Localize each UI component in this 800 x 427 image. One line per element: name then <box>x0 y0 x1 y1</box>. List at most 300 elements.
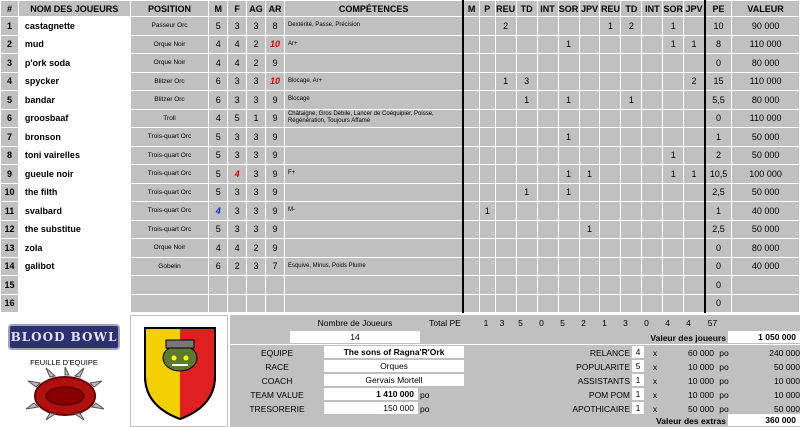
cell-jpv <box>579 202 600 221</box>
stat-ag: 3 <box>247 202 266 221</box>
cell-m2 <box>463 17 479 36</box>
cell-int2 <box>642 165 663 184</box>
extra-label: RELANCE <box>589 348 630 358</box>
cell-int <box>537 202 558 221</box>
equipe-label: EQUIPE <box>260 348 294 358</box>
player-number: 4 <box>1 72 19 91</box>
cell-int2 <box>642 276 663 295</box>
cell-p <box>479 72 495 91</box>
cell-td <box>516 35 537 54</box>
stat-f: 3 <box>228 146 247 165</box>
cell-reu <box>495 128 516 147</box>
extra-label: POPULARITE <box>576 362 630 372</box>
player-name: zola <box>18 239 130 258</box>
stat-ag: 3 <box>247 72 266 91</box>
stat-ag: 3 <box>247 220 266 239</box>
cell-td <box>516 220 537 239</box>
player-pe: 2 <box>705 146 732 165</box>
player-name: galibot <box>18 257 130 276</box>
player-number: 1 <box>1 17 19 36</box>
cell-sor <box>558 276 579 295</box>
equipe-value: The sons of Ragna'R'Ork <box>324 346 464 358</box>
cell-td2 <box>621 294 642 313</box>
player-row <box>1 294 800 313</box>
cell-td2 <box>621 54 642 73</box>
cell-td2 <box>621 109 642 128</box>
player-skills <box>284 239 463 258</box>
cell-sor <box>558 257 579 276</box>
total-value: 5 <box>560 318 565 328</box>
cell-reu2 <box>600 294 621 313</box>
total-value: 0 <box>644 318 649 328</box>
column-header: NOM DES JOUEURS <box>18 1 130 17</box>
extra-total: 10 000 <box>774 390 800 400</box>
extra-qty: 4 <box>632 346 644 358</box>
stat-ar: 9 <box>266 202 285 221</box>
stat-m: 4 <box>209 202 228 221</box>
cell-int2 <box>642 146 663 165</box>
stat-ar <box>266 294 285 313</box>
cell-int2 <box>642 109 663 128</box>
player-row <box>1 276 800 295</box>
cell-int <box>537 220 558 239</box>
cell-jpv2 <box>684 220 705 239</box>
cell-int <box>537 35 558 54</box>
column-header: F <box>228 1 247 17</box>
player-number: 6 <box>1 109 19 128</box>
player-position: Gobelin <box>130 257 209 276</box>
cell-m2 <box>463 72 479 91</box>
player-name: groosbaaf <box>18 109 130 128</box>
cell-td <box>516 165 537 184</box>
cell-p <box>479 54 495 73</box>
player-pe: 1 <box>705 202 732 221</box>
stat-f: 3 <box>228 202 247 221</box>
player-name: spycker <box>18 72 130 91</box>
player-name: svalbard <box>18 202 130 221</box>
player-value: 110 000 <box>732 72 800 91</box>
cell-td <box>516 239 537 258</box>
cell-int <box>537 72 558 91</box>
cell-td: 3 <box>516 72 537 91</box>
cell-sor: 1 <box>558 165 579 184</box>
stat-f: 4 <box>228 35 247 54</box>
player-row <box>1 17 800 36</box>
cell-reu <box>495 54 516 73</box>
player-position <box>130 276 209 295</box>
cell-jpv <box>579 146 600 165</box>
cell-sor2: 1 <box>663 35 684 54</box>
player-skills: F+ <box>284 165 463 184</box>
cell-int2 <box>642 220 663 239</box>
column-header: REU <box>600 1 621 17</box>
cell-jpv2: 2 <box>684 72 705 91</box>
player-name <box>18 294 130 313</box>
player-skills: Esquive, Minus, Poids Plume <box>284 257 463 276</box>
tresorerie-label: TRESORERIE <box>249 404 305 414</box>
player-skills <box>284 220 463 239</box>
cell-reu <box>495 202 516 221</box>
stat-f <box>228 276 247 295</box>
cell-m2 <box>463 128 479 147</box>
extra-price: 60 000 <box>688 348 714 358</box>
player-number: 7 <box>1 128 19 147</box>
stat-f: 3 <box>228 91 247 110</box>
player-name: bronson <box>18 128 130 147</box>
stat-ag: 3 <box>247 146 266 165</box>
cell-reu2 <box>600 239 621 258</box>
extra-x: x <box>652 390 658 400</box>
column-header: POSITION <box>130 1 209 17</box>
stat-f: 4 <box>228 239 247 258</box>
stat-ar: 9 <box>266 109 285 128</box>
player-position: Troll <box>130 109 209 128</box>
cell-sor2 <box>663 109 684 128</box>
stat-ag: 3 <box>247 257 266 276</box>
cell-jpv <box>579 183 600 202</box>
stat-ag: 3 <box>247 165 266 184</box>
player-row <box>1 91 800 110</box>
stat-f: 5 <box>228 109 247 128</box>
cell-int <box>537 128 558 147</box>
header-row <box>1 1 800 17</box>
cell-m2 <box>463 202 479 221</box>
cell-jpv2 <box>684 91 705 110</box>
player-row <box>1 202 800 221</box>
cell-sor <box>558 239 579 258</box>
cell-reu <box>495 183 516 202</box>
cell-reu2 <box>600 257 621 276</box>
stat-ar: 9 <box>266 91 285 110</box>
cell-jpv2 <box>684 17 705 36</box>
cell-m2 <box>463 165 479 184</box>
cell-sor <box>558 220 579 239</box>
column-header: M <box>209 1 228 17</box>
cell-int <box>537 276 558 295</box>
cell-sor <box>558 146 579 165</box>
team-value-label: TEAM VALUE <box>250 390 304 400</box>
stat-f: 3 <box>228 128 247 147</box>
cell-jpv: 1 <box>579 220 600 239</box>
extra-x: x <box>652 348 658 358</box>
stat-ar: 9 <box>266 146 285 165</box>
player-pe: 2,5 <box>705 183 732 202</box>
coach-value: Gervais Mortell <box>324 374 464 386</box>
cell-reu: 2 <box>495 17 516 36</box>
player-pe: 15 <box>705 72 732 91</box>
column-header: VALEUR <box>732 1 800 17</box>
cell-reu <box>495 220 516 239</box>
cell-sor2 <box>663 91 684 110</box>
column-header: SOR <box>663 1 684 17</box>
player-pe: 0 <box>705 276 732 295</box>
stat-ar <box>266 276 285 295</box>
cell-reu2 <box>600 183 621 202</box>
cell-td2: 1 <box>621 91 642 110</box>
player-number: 9 <box>1 165 19 184</box>
cell-td: 1 <box>516 91 537 110</box>
cell-m2 <box>463 35 479 54</box>
player-skills <box>284 54 463 73</box>
cell-jpv <box>579 109 600 128</box>
logo-panel <box>0 315 128 427</box>
player-pe: 0 <box>705 109 732 128</box>
player-row <box>1 128 800 147</box>
cell-p <box>479 91 495 110</box>
feuille-equipe-label: FEUILLE D'EQUIPE <box>30 358 98 367</box>
cell-int2 <box>642 72 663 91</box>
stat-ar: 9 <box>266 220 285 239</box>
player-value: 50 000 <box>732 220 800 239</box>
valeur-extras-label: Valeur des extras <box>656 416 726 426</box>
cell-m2 <box>463 276 479 295</box>
cell-p <box>479 239 495 258</box>
cell-reu2 <box>600 35 621 54</box>
column-header: PE <box>705 1 732 17</box>
extra-label: POM POM <box>588 390 630 400</box>
cell-reu <box>495 146 516 165</box>
cell-sor2 <box>663 54 684 73</box>
cell-int2 <box>642 91 663 110</box>
extra-unit: po <box>719 404 729 414</box>
cell-jpv <box>579 91 600 110</box>
player-pe: 0 <box>705 239 732 258</box>
player-skills <box>284 146 463 165</box>
player-position: Trois-quart Orc <box>130 146 209 165</box>
cell-td <box>516 146 537 165</box>
player-pe: 8 <box>705 35 732 54</box>
cell-sor2 <box>663 276 684 295</box>
cell-jpv <box>579 294 600 313</box>
player-position: Orque Noir <box>130 54 209 73</box>
extra-total: 50 000 <box>774 362 800 372</box>
cell-int <box>537 109 558 128</box>
stat-m: 5 <box>209 17 228 36</box>
player-row <box>1 35 800 54</box>
cell-td2 <box>621 220 642 239</box>
cell-td <box>516 276 537 295</box>
extra-label: APOTHICAIRE <box>572 404 630 414</box>
tresorerie-unit: po <box>420 404 430 414</box>
cell-int <box>537 165 558 184</box>
column-header: P <box>479 1 495 17</box>
cell-td2 <box>621 146 642 165</box>
player-value: 100 000 <box>732 165 800 184</box>
stat-f: 3 <box>228 72 247 91</box>
cell-td <box>516 257 537 276</box>
player-pe: 5,5 <box>705 91 732 110</box>
stat-f: 3 <box>228 220 247 239</box>
stat-ar: 9 <box>266 239 285 258</box>
stat-ag: 3 <box>247 91 266 110</box>
cell-sor <box>558 202 579 221</box>
player-value: 80 000 <box>732 54 800 73</box>
player-value: 90 000 <box>732 17 800 36</box>
cell-int2 <box>642 294 663 313</box>
player-position: Trois-quart Orc <box>130 128 209 147</box>
cell-int <box>537 239 558 258</box>
valeur-extras-value: 360 000 <box>728 414 800 426</box>
cell-int2 <box>642 17 663 36</box>
cell-sor2: 1 <box>663 146 684 165</box>
stat-f: 3 <box>228 183 247 202</box>
player-name: toni vairelles <box>18 146 130 165</box>
stat-ar: 9 <box>266 128 285 147</box>
cell-td <box>516 202 537 221</box>
player-skills: Ar+ <box>284 35 463 54</box>
stat-f: 4 <box>228 54 247 73</box>
player-name: mud <box>18 35 130 54</box>
extra-qty: 1 <box>632 388 644 400</box>
extra-price: 10 000 <box>688 390 714 400</box>
cell-td2 <box>621 257 642 276</box>
cell-reu2 <box>600 109 621 128</box>
player-name: the substitue <box>18 220 130 239</box>
player-name: bandar <box>18 91 130 110</box>
cell-reu2 <box>600 276 621 295</box>
coach-label: COACH <box>261 376 293 386</box>
column-header: JPV <box>684 1 705 17</box>
spiked-ball-icon <box>26 367 104 421</box>
team-value-unit: po <box>420 390 430 400</box>
cell-sor <box>558 294 579 313</box>
cell-p <box>479 35 495 54</box>
player-value: 80 000 <box>732 91 800 110</box>
cell-reu2 <box>600 220 621 239</box>
column-header: # <box>1 1 19 17</box>
tresorerie-value: 150 000 <box>324 402 418 414</box>
stat-ag: 3 <box>247 128 266 147</box>
player-value: 40 000 <box>732 257 800 276</box>
cell-reu <box>495 294 516 313</box>
extra-price: 10 000 <box>688 362 714 372</box>
team-value-value: 1 410 000 <box>324 388 418 400</box>
cell-p <box>479 109 495 128</box>
player-number: 11 <box>1 202 19 221</box>
cell-jpv2 <box>684 128 705 147</box>
column-header: JPV <box>579 1 600 17</box>
cell-sor2 <box>663 128 684 147</box>
stat-m: 6 <box>209 72 228 91</box>
cell-p <box>479 257 495 276</box>
total-value: 57 <box>707 318 718 328</box>
extra-total: 50 000 <box>774 404 800 414</box>
player-position: Passeur Orc <box>130 17 209 36</box>
cell-reu <box>495 165 516 184</box>
stat-ag: 3 <box>247 183 266 202</box>
stat-ag <box>247 294 266 313</box>
cell-td2: 2 <box>621 17 642 36</box>
stat-m: 6 <box>209 91 228 110</box>
cell-td2 <box>621 202 642 221</box>
cell-reu2 <box>600 72 621 91</box>
player-position: Trois-quart Orc <box>130 165 209 184</box>
total-value: 0 <box>539 318 544 328</box>
stat-m: 5 <box>209 165 228 184</box>
player-number: 5 <box>1 91 19 110</box>
player-number: 13 <box>1 239 19 258</box>
cell-p <box>479 165 495 184</box>
stat-ar: 10 <box>266 72 285 91</box>
extra-qty: 1 <box>632 402 644 414</box>
cell-m2 <box>463 294 479 313</box>
extra-x: x <box>652 376 658 386</box>
cell-jpv2 <box>684 202 705 221</box>
race-label: RACE <box>265 362 289 372</box>
stat-ag: 2 <box>247 239 266 258</box>
cell-jpv <box>579 239 600 258</box>
cell-reu <box>495 35 516 54</box>
cell-int <box>537 91 558 110</box>
extra-qty: 5 <box>632 360 644 372</box>
player-value <box>732 276 800 295</box>
player-skills: Dextérité, Passe, Précision <box>284 17 463 36</box>
cell-sor: 1 <box>558 91 579 110</box>
cell-sor <box>558 17 579 36</box>
stat-ar: 9 <box>266 54 285 73</box>
stat-ag: 2 <box>247 54 266 73</box>
player-skills <box>284 183 463 202</box>
column-header: INT <box>642 1 663 17</box>
player-pe: 10 <box>705 17 732 36</box>
cell-jpv <box>579 54 600 73</box>
player-pe: 1 <box>705 128 732 147</box>
stat-ag: 1 <box>247 109 266 128</box>
cell-reu <box>495 109 516 128</box>
player-pe: 2,5 <box>705 220 732 239</box>
cell-int2 <box>642 128 663 147</box>
extra-unit: po <box>719 376 729 386</box>
cell-sor2 <box>663 183 684 202</box>
race-value: Orques <box>324 360 464 372</box>
cell-jpv2 <box>684 146 705 165</box>
cell-td2 <box>621 183 642 202</box>
player-row <box>1 146 800 165</box>
cell-p <box>479 17 495 36</box>
cell-sor: 1 <box>558 183 579 202</box>
cell-jpv2 <box>684 109 705 128</box>
cell-sor2: 1 <box>663 165 684 184</box>
extra-label: ASSISTANTS <box>577 376 630 386</box>
player-number: 14 <box>1 257 19 276</box>
stat-m: 5 <box>209 183 228 202</box>
cell-jpv2 <box>684 183 705 202</box>
cell-jpv2 <box>684 276 705 295</box>
extra-x: x <box>652 362 658 372</box>
column-header: M <box>463 1 479 17</box>
cell-int <box>537 146 558 165</box>
stat-ar: 8 <box>266 17 285 36</box>
cell-td2 <box>621 35 642 54</box>
stat-m: 5 <box>209 128 228 147</box>
stat-m: 6 <box>209 257 228 276</box>
stat-ar: 9 <box>266 165 285 184</box>
column-header: REU <box>495 1 516 17</box>
cell-td <box>516 294 537 313</box>
stat-m: 4 <box>209 239 228 258</box>
extra-x: x <box>652 404 658 414</box>
cell-m2 <box>463 146 479 165</box>
cell-td <box>516 128 537 147</box>
cell-sor: 1 <box>558 35 579 54</box>
cell-int2 <box>642 257 663 276</box>
cell-jpv2 <box>684 54 705 73</box>
cell-reu <box>495 91 516 110</box>
player-row <box>1 220 800 239</box>
cell-p <box>479 220 495 239</box>
cell-reu <box>495 257 516 276</box>
player-value <box>732 294 800 313</box>
